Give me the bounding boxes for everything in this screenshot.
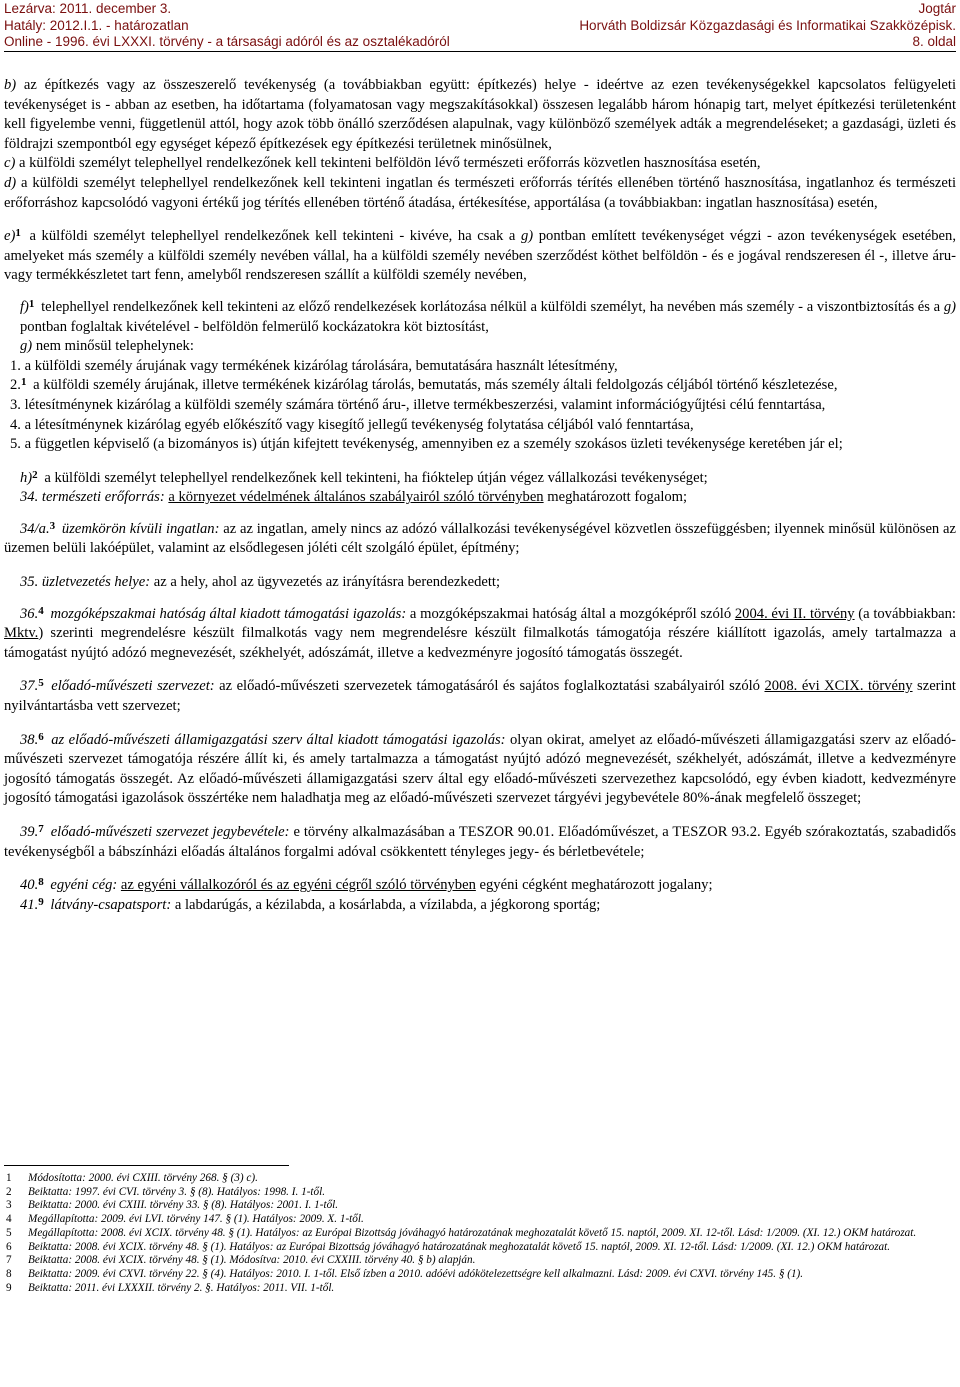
law-link[interactable]: a környezet védelmének általános szabályairól szóló törvényben	[168, 489, 544, 506]
point-h: h)$^2$ a külföldi személyt telephellyel rendelkezőnek kell tekinteni, ha fióktelep útján végez vállalkozási tevékenységet;	[20, 468, 708, 486]
header-left	[4, 1, 450, 51]
page-header	[0, 0, 960, 58]
footnote: 9 Beiktatta: 2011. évi LXXXII. törvény 2. §. Hatályos: 2011. VII. 1-től.	[6, 1281, 335, 1294]
law-link[interactable]: 2008. évi XCIX. törvény	[764, 678, 913, 695]
document-body	[4, 76, 956, 915]
footnotes	[4, 1172, 956, 1295]
footnote-ref[interactable]: 7	[38, 823, 44, 835]
law-link[interactable]: Mktv.	[4, 625, 39, 642]
law-link[interactable]: 2004. évi II. törvény	[734, 605, 855, 622]
definition-40: 40.$^8$ egyéni cég: az egyéni vállalkozóról és az egyéni cégről szóló törvényben egyéni cégként meghatározott jogalany;	[20, 876, 713, 894]
footnote: 4 Megállapította: 2009. évi LVI. törvény 147. § (1). Hatályos: 2009. X. 1-től.	[6, 1213, 364, 1226]
footnote: 5 Megállapította: 2008. évi XCIX. törvény 48. § (1). Hatályos: az Európai Bizottság jóváhagyó határozatának meghozatalát követő 15. naptól, 2009. XI. 12-től. Lásd: 1/2009. (XI. 12.) OKM határozat.	[6, 1226, 917, 1239]
header-right	[579, 1, 956, 51]
footnote-ref[interactable]: 8	[38, 876, 44, 889]
closing-date: Lezárva: 2011. december 3.	[4, 1, 172, 16]
definition-41: 41.$^9$ látvány-csapatsport: a labdarúgás, a kézilabda, a kosárlabda, a vízilabda, a jégkorong sportág;	[20, 895, 601, 913]
definition-39: 39.$^7$ előadó-művészeti szervezet jegybevétele: e törvény alkalmazásában a TESZOR 90.01. Előadóművészet, a TESZOR 93.2. Egyéb szórakoztatás, szabadidős tevékenységből a bábszínházi előadás általános forgalmi adóval csökkentett tényleges jegy- és bérletbevétele;	[4, 823, 956, 860]
footnote-ref[interactable]: 1	[20, 376, 27, 389]
footnote: 1 Módosította: 2000. évi CXIII. törvény 268. § (3) c).	[6, 1172, 258, 1184]
definition-38: 38.$^6$ az előadó-művészeti államigazgatási szerv által kiadott támogatási igazolás: olyan okirat, amelyet az előadó-művészeti államigazgatási szerv az előadó-művészeti szervezet támogatója részére állít ki, és amely tartalmazza a támogatást nyújtó adózó megnevezését, székhelyét, adószámát, illetve a kedvezményre jogosító támogatás összegét. Az előadó-művészeti államigazgatási szerv által egy előadó-művészeti szervezethez kapcsolódó, egy évben kiadott, kedvezményre jogosító támogatási igazolások összértéke nem haladhatja meg az előadó-művészeti szervezet tárgyévi jegybevétele 80%-ának megfelelő összeget;	[4, 730, 956, 807]
footnote-ref[interactable]: 9	[38, 895, 44, 908]
point-b: b) az építkezés vagy az összeszerelő tevékenység (a továbbiakban együtt: építkezés) helye - ideértve az ezen tevékenységekkel kapcsolatos felügyeleti tevékenységet is - abban az esetben, ha időtartama (folyamatosan vagy megszakításokkal) összesen legalább három hónapig tart, melyet építkezési területenként kell figyelembe venni, függetlenül attól, hogy azok több önálló szerződésen alapulnak, vagy különböző személyek adták a megrendeléseket; a gazdasági, üzleti és földrajzi szempontból egy egységet képező építkezések egy építkezési területnek minősülnek,	[4, 77, 956, 152]
footnote-ref[interactable]: 6	[38, 730, 44, 743]
law-link[interactable]: az egyéni vállalkozóról és az egyéni cégről szóló törvényben	[120, 877, 476, 894]
list-item: 3. létesítménynek kizárólag a külföldi személy számára történő áru-, illetve termékbeszerzési, valamint információgyűjtési célú fenntartása,	[10, 396, 826, 413]
footnote-ref[interactable]: 1	[28, 297, 35, 310]
footnote: 8 Beiktatta: 2009. évi CXVI. törvény 22. § (4). Hatályos: 2010. I. 1-től. Első ízben a 2010. adóévi adókötelezettségre kell alkalmazni. Lásd: 2009. évi CXVI. törvény 145. § (1).	[6, 1267, 804, 1280]
definition-34a: 34/a.$^3$ üzemkörön kívüli ingatlan: az az ingatlan, amely nincs az adózó vállalkozási tevékenységével közvetlen összefüggésben; ilyennek minősül különösen az üzemen belüli lakóépület, valamint az elsődlegesen jóléti célt szolgáló épület, építmény;	[4, 519, 956, 557]
document-title: Online - 1996. évi LXXXI. törvény - a társasági adóról és az osztalékadóról	[4, 34, 450, 49]
list-item: 1. a külföldi személy árujának vagy termékének kizárólag tárolására, bemutatására használt létesítmény,	[10, 357, 618, 374]
definition-35: 35. üzletvezetés helye: az a hely, ahol az ügyvezetés az irányításra berendezkedett;	[20, 574, 501, 591]
definition-34: 34. természeti erőforrás: a környezet védelmének általános szabályairól szóló törvényben meghatározott fogalom;	[20, 489, 688, 506]
definition-37: 37.$^5$ előadó-művészeti szervezet: az előadó-művészeti szervezetek támogatásáról és sajátos foglalkoztatási szabályairól szóló 2008. évi XCIX. törvény szerint nyilvántartásba vett szervezet;	[4, 677, 956, 715]
point-g: g) nem minősül telephelynek:	[20, 338, 194, 355]
footnote-ref[interactable]: 4	[38, 604, 44, 617]
page-number: 8. oldal	[912, 34, 956, 49]
non-establishment-list	[4, 357, 956, 455]
footnote-ref[interactable]: 3	[49, 519, 56, 532]
footnote-divider	[4, 1165, 289, 1166]
footnote: 6 Beiktatta: 2008. évi XCIX. törvény 48. § (1). Hatályos: az Európai Bizottság jóváhagyó határozatának meghozatalát követő 15. naptól, 2009. XI. 12-től. Lásd: 1/2009. (XI. 12.) OKM határozat.	[6, 1240, 891, 1253]
validity: Hatály: 2012.I.1. - határozatlan	[4, 17, 189, 33]
footnote: 3 Beiktatta: 2000. évi CXIII. törvény 33. § (8). Hatályos: 2001. I. 1-től.	[6, 1199, 339, 1212]
header-divider	[4, 51, 956, 52]
definition-36: 36.$^4$ mozgóképszakmai hatóság által kiadott támogatási igazolás: a mozgóképszakmai hatóság által a mozgóképről szóló 2004. évi II. törvény (a továbbiakban: Mktv.) szerinti megrendelésre készült filmalkotás vagy nem megrendelésre készült filmalkotás támogatója részére kiállított igazolás, amely tartalmazza a támogatást nyújtó adózó megnevezését, székhelyét, adószámát, illetve a kedvezményre jogosító támogatás összegét.	[4, 604, 956, 661]
point-c: c) a külföldi személyt telephellyel rendelkezőnek kell tekinteni belföldön lévő természeti erőforrás közvetlen hasznosítása esetén,	[4, 155, 761, 172]
publisher: Jogtár	[918, 1, 956, 16]
list-item: 4. a létesítménynek kizárólag egyéb előkészítő vagy kisegítő jellegű tevékenység folytatása céljából való fenntartása,	[10, 416, 694, 433]
list-item: 5. a független képviselő (a bizományos is) útján kifejtett tevékenység, amennyiben ez a személy szokásos üzleti tevékenysége keretében jár el;	[10, 436, 843, 453]
point-d: d) a külföldi személyt telephellyel rendelkezőnek kell tekinteni ingatlan és természeti erőforrás térítés ellenében történő hasznosítása, ingatlanhoz és természeti erőforráshoz kapcsolódó vagyoni értékű jog térítés ellenében történő átadása, értékesítése, apportálása (a továbbiakban: ingatlan hasznosítása) esetén,	[4, 174, 956, 211]
list-item: 2.$^1$ a külföldi személy árujának, illetve termékének kizárólag tárolás, bemutatás, más személy általi feldolgozás céljából történő készletezése,	[10, 376, 838, 394]
footnote-ref[interactable]: 2	[32, 468, 38, 481]
footnote-ref[interactable]: 1	[15, 227, 21, 240]
point-e: e)$^1$ a külföldi személyt telephellyel rendelkezőnek kell tekinteni - kivéve, ha csak a g) pontban említett tevékenységet végzi - azon tevékenységek esetében, amelyeket más személy a külföldi személy nevében vállal, ha a külföldi személy nevében szerződést köthet belföldön - és e jogával rendszeresen él -, illetve áru- vagy termékkészletet tart fenn, amelyből rendszeresen szállít a külföldi személy nevében,	[4, 227, 956, 284]
footnote: 2 Beiktatta: 1997. évi CVI. törvény 3. § (8). Hatályos: 1998. I. 1-től.	[6, 1185, 326, 1198]
point-f: f)$^1$ telephellyel rendelkezőnek kell tekinteni az előző rendelkezések korlátozása nélkül a külföldi személyt, ha nevében más személy - a viszontbiztosítás és a g) pontban foglaltak kivételével - belföldön felmerülő kockázatokra köt biztosítást,	[20, 297, 956, 335]
footnote-ref[interactable]: 5	[38, 677, 44, 690]
licensee: Horváth Boldizsár Közgazdasági és Informatikai Szakközépisk.	[579, 17, 956, 33]
footnote: 7 Beiktatta: 2008. évi XCIX. törvény 48. § (1). Módosítva: 2010. évi CXXIII. törvény 40. § b) alapján.	[6, 1254, 476, 1267]
